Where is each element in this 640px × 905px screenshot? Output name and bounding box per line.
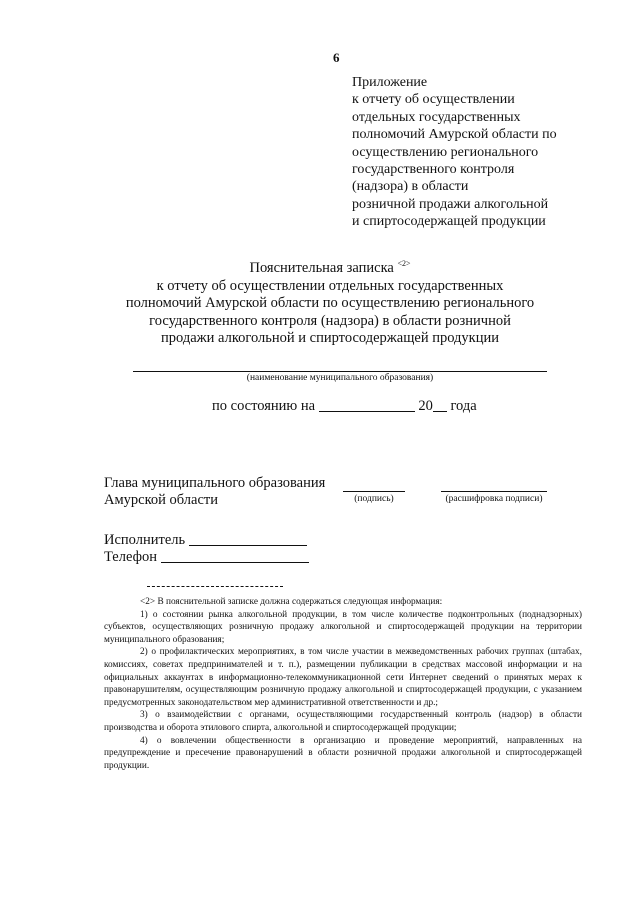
head-role-line2: Амурской области: [104, 492, 218, 508]
state-date-line: [212, 398, 477, 415]
date-blank: [319, 398, 415, 412]
footnote-paragraph: 4) о вовлечении общественности в организацию и проведение мероприятий, направленных на предупреждение и пресечение правонарушений в области розничной продажи алкогольной и спиртосодержащей продукции.: [104, 735, 582, 771]
title-line: продажи алкогольной и спиртосодержащей продукции: [160, 330, 500, 347]
page-number: 6: [333, 50, 340, 65]
footnote-paragraph: 3) о взаимодействии с органами, осуществляющими государственный контроль (надзор) в области производства и оборота этилового спирта, алкогольной и спиртосодержащей продукции;: [104, 710, 582, 733]
municipality-caption: (наименование муниципального образования): [246, 373, 434, 383]
appendix-line: и спиртосодержащей продукции: [352, 214, 546, 230]
footnote-text: [104, 596, 582, 772]
head-role-line1: Глава муниципального образования: [104, 475, 326, 491]
appendix-line: Приложение: [352, 75, 428, 90]
appendix-line: розничной продажи алкогольной: [352, 196, 549, 212]
appendix-header: [352, 74, 622, 231]
signature-caption: (подпись): [354, 494, 394, 504]
title-heading-line: [90, 255, 570, 278]
appendix-line: осуществлению регионального: [352, 144, 539, 160]
head-of-municipality: [104, 475, 325, 509]
footnote-paragraph: <2> В пояснительной записке должна содержаться следующая информация:: [140, 597, 443, 607]
signature-decoding-line: [441, 491, 547, 492]
appendix-line: (надзора) в области: [352, 179, 469, 195]
executor-row: [104, 532, 309, 549]
footnote-separator: [147, 586, 283, 587]
state-date-suffix: года: [450, 398, 477, 414]
decoding-caption: (расшифровка подписи): [445, 494, 543, 504]
executor-blank: [189, 532, 307, 546]
title-heading: Пояснительная записка: [249, 260, 394, 276]
appendix-line: государственного контроля: [352, 162, 515, 178]
appendix-line: отдельных государственных: [352, 109, 521, 125]
phone-blank: [161, 549, 309, 563]
footnote-paragraph: 1) о состоянии рынка алкогольной продукции, в том числе количестве подконтрольных (поднадзорных) субъектов, осуществляющих розничную продажу алкогольной и спиртосодержащей продукции на территории муниципального образования;: [104, 609, 582, 645]
appendix-line: полномочий Амурской области по: [352, 127, 557, 143]
title-line: к отчету об осуществлении отдельных государственных: [156, 277, 504, 294]
footnote-paragraph: 2) о профилактических мероприятиях, в том числе участии в межведомственных рабочих группах (штабах, комиссиях, советах предпринимателей и т. п.), размещении публикации в средствах массовой информации и на официальных аккаунтах в информационно-телекоммуникационной сети Интернет сведений о принятых мерах к правонарушителям, осуществляющим розничную продажу алкогольной и спиртосодержащей продукции, с указанием предусмотренных законодательством мер административной ответственности и др.;: [104, 647, 582, 708]
footnote-mark: <2>: [397, 259, 411, 268]
state-date-prefix: по состоянию на: [212, 398, 316, 414]
executor-block: [104, 532, 309, 565]
title-line: полномочий Амурской области по осуществлению регионального: [125, 295, 535, 312]
year-blank: [433, 398, 447, 412]
phone-label: Телефон: [104, 548, 157, 565]
signature-line: [343, 491, 405, 492]
year-prefix: 20: [418, 398, 433, 414]
municipality-name-line: [133, 371, 547, 372]
executor-label: Исполнитель: [104, 532, 186, 548]
document-title: [90, 255, 570, 348]
phone-row: [104, 549, 309, 566]
appendix-line: к отчету об осуществлении: [352, 92, 515, 108]
title-line: государственного контроля (надзора) в области розничной: [149, 312, 511, 329]
